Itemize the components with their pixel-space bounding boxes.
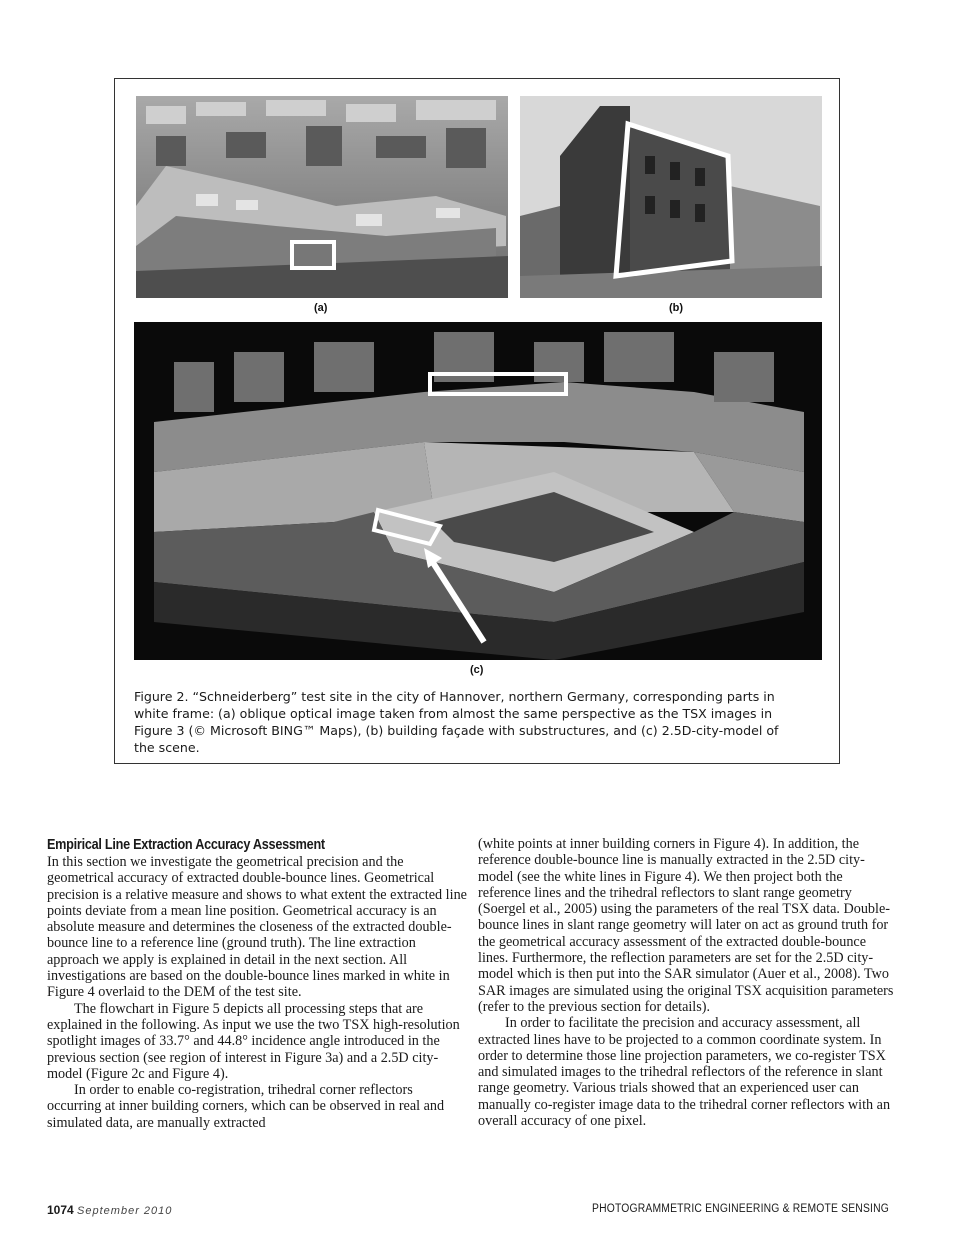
paragraph: (white points at inner building corners in Figure 4). In addition, the reference double-bounce line is manually extracted in the 2.5D city-model (see the white lines in Figure 4). We then project both the reference lines and the trihedral reflectors to slant range geometry (Soergel et al., 2005) using the parameters of the real TSX data. Double-bounce lines in slant range geometry will later on act as ground truth for the geometrical accuracy assessment of the extracted double-bounce lines. Furthermore, the reflection parameters are set for the 2.5D city-model which is then put into the SAR simulator (Auer et al., 2008). Two SAR images are simulated using the original TSX acquisition parameters (refer to the previous section for details).: [478, 836, 894, 1015]
paragraph: The flowchart in Figure 5 depicts all processing steps that are explained in the following. As input we use the two TSX high-resolution spotlight images of 33.7° and 44.8° incidence angle introduced in the previous section (see region of interest in Figure 3a) and a 2.5D city-model (Figure 2c and Figure 4).: [47, 1000, 460, 1082]
paragraph: In order to enable co-registration, trihedral corner reflectors occurring at inner building corners, which can be observed in real and simulated data, are manually extracted: [47, 1082, 445, 1131]
issue-date: September 2010: [77, 1205, 173, 1217]
page-number: 1074: [47, 1203, 74, 1217]
journal-name: PHOTOGRAMMETRIC ENGINEERING & REMOTE SENSING: [592, 1203, 889, 1215]
paragraph: In this section we investigate the geometrical precision and the geometrical accuracy of extracted double-bounce lines. Geometrical precision is a relative measure and shows to what extent the extracted line points deviate from a mean line position. Geometrical accuracy is an absolute measure and determines the closeness of the extracted double-bounce line to a reference line (ground truth). The line extraction approach we apply is explained in detail in the next section. All investigations are based on the double-bounce lines marked in white in Figure 4 overlaid to the DEM of the test site.: [47, 854, 467, 1001]
figure-label-b: (b): [669, 302, 684, 314]
caption-line: the scene.: [134, 740, 200, 755]
city-model-c: [134, 322, 822, 660]
left-column: [47, 836, 467, 1131]
facade-photo-b: [520, 96, 822, 298]
caption-line: Figure 2. “Schneiderberg” test site in the city of Hannover, northern Germany, corresponding parts in: [134, 689, 775, 704]
aerial-photo-a: [136, 96, 508, 298]
paragraph: In order to facilitate the precision and accuracy assessment, all extracted lines have to be projected to a common coordinate system. In order to determine those line projection parameters, we co-register TSX and simulated images to the trihedral reflectors of the reference in slant range geometry. Various trials showed that an experienced user can manually co-register image data to the trihedral corner reflectors with an overall accuracy of one pixel.: [478, 1015, 891, 1130]
figure-label-a: (a): [314, 302, 328, 314]
caption-line: Figure 3 (© Microsoft BING™ Maps), (b) building façade with substructures, and (c) 2.5D-city-model of: [134, 723, 779, 738]
page-footer-left: [47, 1203, 172, 1217]
figure-caption: [134, 688, 820, 756]
section-heading: Empirical Line Extraction Accuracy Assessment: [47, 837, 325, 853]
caption-line: white frame: (a) oblique optical image taken from almost the same perspective as the TSX images in: [134, 706, 773, 721]
figure-label-c: (c): [470, 664, 484, 676]
right-column: [478, 836, 898, 1129]
